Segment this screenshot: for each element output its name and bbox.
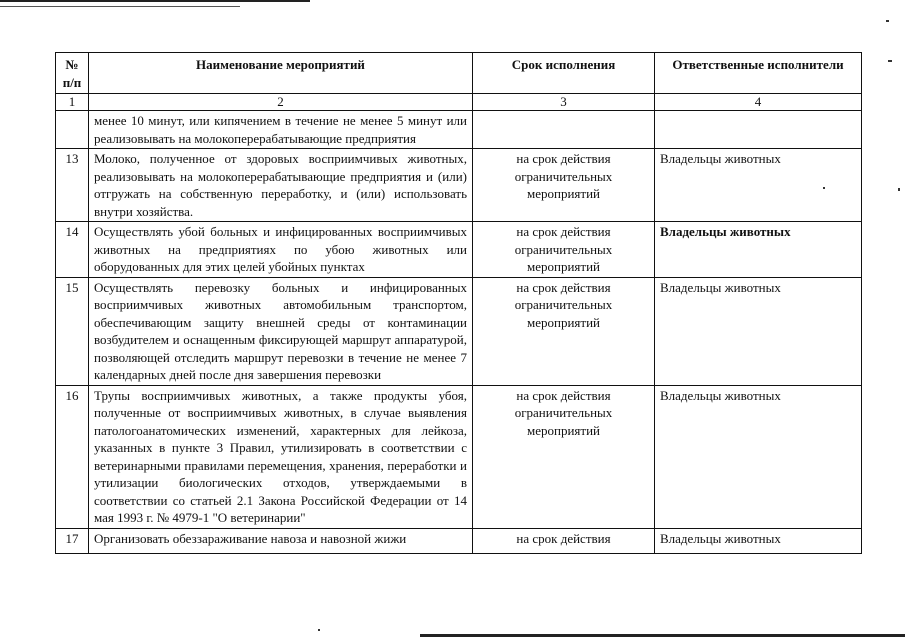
table-row-continuation	[56, 111, 862, 149]
column-number: 3	[473, 94, 655, 111]
header-number: № п/п	[56, 53, 89, 94]
header-term: Срок исполнения	[473, 53, 655, 94]
scan-artifact-top-line	[0, 0, 310, 2]
table-row	[56, 149, 862, 222]
column-numbers-row	[56, 94, 862, 111]
table-row	[56, 222, 862, 278]
row-responsible: Владельцы животных	[660, 224, 791, 239]
row-responsible: Владельцы животных	[655, 385, 862, 528]
table-row	[56, 277, 862, 385]
row-description: Трупы восприимчивых животных, а также продукты убоя, полученные от восприимчивых животных, в случае выявления патологоанатомических изменений, характерных для лейкоза, указанных в пункте 3 Правил, утилизировать в соответствии с ветеринарными правилами перемещения, хранения, переработки и утилизации биологических отходов, утверждаемыми в соответствии со статьей 2.1 Закона Российской Федерации от 14 мая 1993 г. № 4979-1 "О ветеринарии"	[89, 385, 473, 528]
column-number: 1	[56, 94, 89, 111]
row-number: 17	[56, 528, 89, 553]
row-description: Организовать обеззараживание навоза и навозной жижи	[89, 528, 473, 553]
scan-speck	[886, 20, 889, 22]
row-description: Молоко, полученное от здоровых восприимчивых животных, реализовывать на молокоперерабатывающие предприятия и (или) отгружать на собственную переработку, и (или) использовать внутри хозяйства.	[89, 149, 473, 222]
scan-speck	[318, 629, 320, 631]
measures-table	[55, 52, 862, 554]
row-description: Осуществлять перевозку больных и инфицированных восприимчивых животных автомобильным транспортом, обеспечивающим защиту внешней среды от контаминации возбудителем и оснащенным фиксирующей маршрут аппаратурой, позволяющей отследить маршрут перевозки в течение не менее 7 календарных дней после дня завершения перевозки	[89, 277, 473, 385]
table-row	[56, 528, 862, 553]
column-number: 2	[89, 94, 473, 111]
row-description: Осуществлять убой больных и инфицированных восприимчивых животных на предприятиях по убою животных или оборудованных для этих целей убойных пунктах	[89, 222, 473, 278]
row-term: на срок действия ограничительных мероприятий	[473, 385, 655, 528]
row-number: 14	[56, 222, 89, 278]
row-number: 13	[56, 149, 89, 222]
row-responsible: Владельцы животных	[655, 277, 862, 385]
table-header-row	[56, 53, 862, 94]
row-number: 15	[56, 277, 89, 385]
scan-speck	[898, 188, 900, 191]
row-term: на срок действия	[473, 528, 655, 553]
scan-artifact-bottom-line	[420, 634, 905, 637]
row-term: на срок действия ограничительных мероприятий	[473, 222, 655, 278]
scan-artifact-top-line-thin	[0, 6, 240, 7]
row-term: на срок действия ограничительных мероприятий	[473, 277, 655, 385]
row-responsible: Владельцы животных	[655, 149, 862, 222]
header-responsible: Ответственные исполнители	[655, 53, 862, 94]
row-number	[56, 111, 89, 149]
row-term: на срок действия ограничительных мероприятий	[473, 149, 655, 222]
row-term	[473, 111, 655, 149]
row-description: менее 10 минут, или кипячением в течение не менее 5 минут или реализовывать на молокоперерабатывающие предприятия	[89, 111, 473, 149]
row-responsible: Владельцы животных	[655, 528, 862, 553]
row-number: 16	[56, 385, 89, 528]
table-row	[56, 385, 862, 528]
header-measures-name: Наименование мероприятий	[89, 53, 473, 94]
column-number: 4	[655, 94, 862, 111]
scan-speck	[888, 60, 892, 62]
row-responsible	[655, 111, 862, 149]
